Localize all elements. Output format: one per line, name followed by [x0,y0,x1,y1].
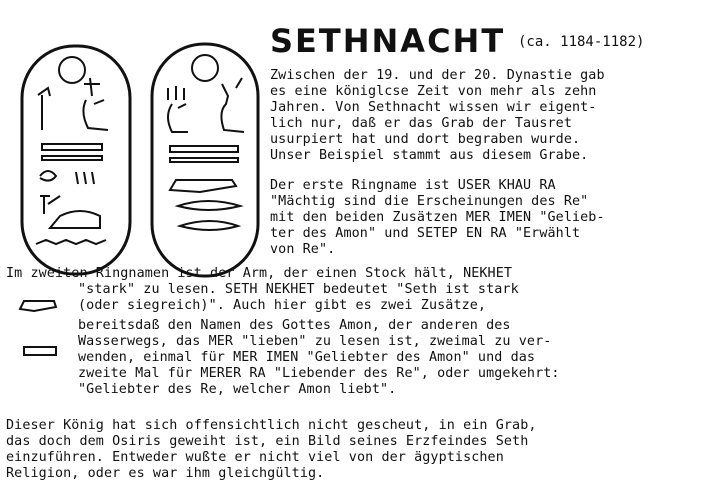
text-line: Wasserwegs, das MER "lieben" zu lesen ist, zweimal zu ver- [78,334,552,349]
arm-stick-icon [20,301,56,311]
reed-glyphs [76,172,94,184]
text-line: das doch dem Osiris geweiht ist, ein Bild seines Erzfeindes Seth [6,434,529,449]
seated-god-glyph [83,78,108,130]
text-line: "Mächtig sind die Erscheinungen des Re" [270,194,589,209]
bar-glyph-3 [170,146,238,152]
text-line: "Geliebter des Re, welcher Amon liebt". [78,382,397,397]
plumes-glyph [168,86,184,100]
text-line: ter des Amon" und SETEP EN RA "Erwählt [270,226,581,241]
text-line: von Re". [270,242,336,257]
text-line: Im zweiten Ringnamen ist der Arm, der einen Stock hält, NEKHET [6,266,513,281]
text-line: wenden, einmal für MER IMEN "Geliebter des Amon" und das [78,350,536,365]
margin-glyphs [14,295,64,365]
text-line: einzuführen. Entweder wußte er nicht viel von der ägyptischen [6,450,504,465]
bar-glyph-4 [170,158,238,162]
text-line: "stark" zu lesen. SETH NEKHET bedeutet "Seth ist stark [78,282,519,297]
text-line: Unser Beispiel stammt aus diesem Grabe. [270,148,589,163]
text-line: Dieser König hat sich offensichtlich nicht gescheut, in ein Grab, [6,418,537,433]
text-line: zweite Mal für MERER RA "Liebender des Re", oder umgekehrt: [78,366,560,381]
text-line: bereitsdaß den Namen des Gottes Amon, der anderen des [78,318,511,333]
bar-glyph-2 [42,156,102,160]
text-line: Jahren. Von Sethnacht wissen wir eigent- [270,100,597,115]
water-glyph [36,240,106,244]
page-title: SETHNACHT [270,22,506,60]
mouth-glyph [178,201,240,210]
mouth-glyph-2 [180,221,238,230]
text-line: Zwischen der 19. und der 20. Dynastie gab [270,68,605,83]
seth-animal-glyph [221,78,244,132]
arm-stick-glyph [170,180,236,192]
text-line: es eine königlcse Zeit von mehr als zehn [270,84,597,99]
text-line: Religion, oder es war ihm gleichgültig. [6,466,325,481]
basket-glyph [50,211,100,228]
bar-glyph [42,144,102,150]
text-line: Der erste Ringname ist USER KHAU RA [270,178,556,193]
text-line: usurpiert hat und dort begraben wurde. [270,132,581,147]
sun-disk-glyph [59,57,85,83]
text-line: (oder siegreich)". Auch hier gibt es zwei Zusätze, [78,298,487,313]
text-line: lich nur, daß er das Grab der Tausret [270,116,572,131]
cartouche-illustration [0,0,270,280]
text-line: mit den beiden Zusätzen MER IMEN "Gelieb- [270,210,605,225]
sun-disk-glyph-2 [192,55,218,81]
mer-glyph [40,171,56,181]
nb-glyph [40,196,60,214]
reign-dates: (ca. 1184-1182) [518,34,645,50]
user-sceptre-glyph [38,88,50,130]
canal-icon [24,347,56,355]
seated-amon-glyph [168,104,188,132]
